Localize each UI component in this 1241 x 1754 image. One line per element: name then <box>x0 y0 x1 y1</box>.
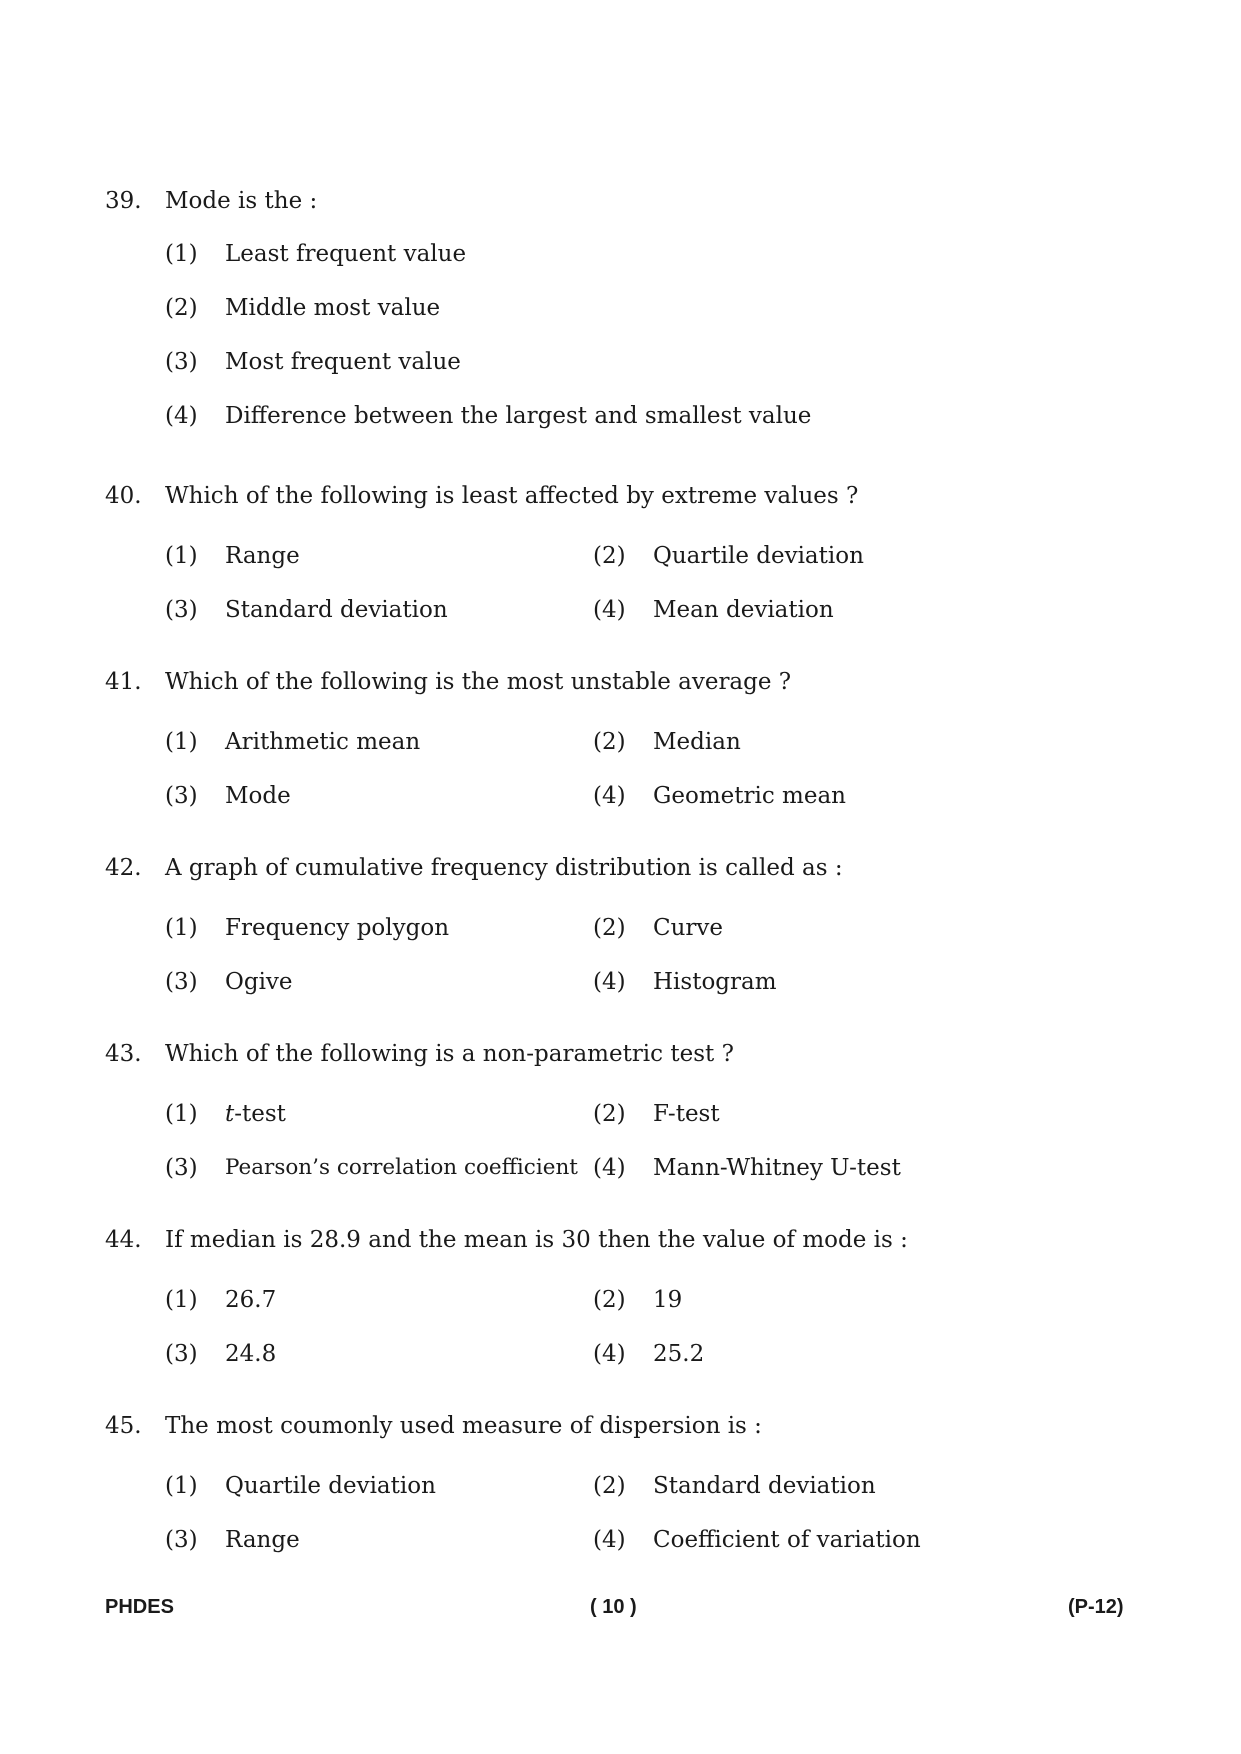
option-label: (3) <box>165 597 198 623</box>
question-stem <box>105 850 1135 886</box>
page-footer <box>0 1592 1241 1622</box>
option-text: Middle most value <box>225 295 441 321</box>
option-text: Frequency polygon <box>225 915 450 941</box>
question-44 <box>105 1222 1135 1367</box>
option-text: Pearson’s correlation coefficient <box>225 1155 578 1180</box>
option-label: (3) <box>165 969 198 995</box>
footer-set-code: (P-12) <box>1068 1596 1124 1618</box>
question-text: A graph of cumulative frequency distribution is called as : <box>165 855 843 881</box>
option-italic-prefix: t <box>225 1101 235 1127</box>
question-stem <box>105 1036 1135 1072</box>
option-text: 25.2 <box>653 1341 705 1367</box>
question-number: 43. <box>105 1041 142 1067</box>
option-label: (2) <box>593 1287 626 1313</box>
question-text: Which of the following is the most unstable average ? <box>165 669 792 695</box>
option-text-rest: -test <box>234 1101 286 1127</box>
option-text: Curve <box>653 915 724 941</box>
question-stem <box>105 664 1135 700</box>
option-label: (2) <box>593 543 626 569</box>
question-number: 44. <box>105 1227 142 1253</box>
question-number: 39. <box>105 188 142 214</box>
option-label: (3) <box>165 1155 198 1181</box>
option-text: Coefficient of variation <box>653 1527 921 1553</box>
option-text: Range <box>225 543 300 569</box>
question-text: Which of the following is a non-parametric test ? <box>165 1041 734 1067</box>
option-text: Arithmetic mean <box>225 729 421 755</box>
footer-paper-code: PHDES <box>105 1596 174 1618</box>
option-text: Mann-Whitney U-test <box>653 1155 901 1181</box>
option-text: Standard deviation <box>653 1473 876 1499</box>
option-text: Median <box>653 729 741 755</box>
option-text: Mean deviation <box>653 597 834 623</box>
option-label: (4) <box>593 1155 626 1181</box>
option-label: (2) <box>593 915 626 941</box>
question-text: If median is 28.9 and the mean is 30 then the value of mode is : <box>165 1227 908 1253</box>
question-41 <box>105 664 1135 809</box>
footer-page-number: ( 10 ) <box>590 1596 637 1618</box>
option-label: (1) <box>165 1101 198 1127</box>
question-stem <box>105 1222 1135 1258</box>
option-label: (3) <box>165 349 198 375</box>
question-stem <box>105 183 1135 219</box>
question-43 <box>105 1036 1135 1181</box>
question-text: Mode is the : <box>165 188 318 214</box>
option-label: (1) <box>165 1473 198 1499</box>
option-text: Standard deviation <box>225 597 448 623</box>
question-number: 42. <box>105 855 142 881</box>
option-label: (1) <box>165 543 198 569</box>
question-number: 41. <box>105 669 142 695</box>
option-text: Quartile deviation <box>653 543 864 569</box>
option-label: (4) <box>593 1341 626 1367</box>
question-40 <box>105 478 1135 623</box>
option-label: (4) <box>593 969 626 995</box>
option-text <box>225 1096 286 1132</box>
option-label: (3) <box>165 1527 198 1553</box>
question-stem <box>105 478 1135 514</box>
question-text: Which of the following is least affected by extreme values ? <box>165 483 859 509</box>
option-label: (1) <box>165 1287 198 1313</box>
option-label: (2) <box>593 729 626 755</box>
option-text: Geometric mean <box>653 783 846 809</box>
question-text: The most coumonly used measure of dispersion is : <box>165 1413 762 1439</box>
option-text: Range <box>225 1527 300 1553</box>
option-text: 19 <box>653 1287 683 1313</box>
option-label: (4) <box>165 403 198 429</box>
question-45 <box>105 1408 1135 1553</box>
option-label: (2) <box>593 1101 626 1127</box>
option-label: (1) <box>165 729 198 755</box>
option-label: (2) <box>593 1473 626 1499</box>
option-label: (1) <box>165 915 198 941</box>
question-number: 40. <box>105 483 142 509</box>
question-39 <box>105 183 1135 429</box>
option-text: Least frequent value <box>225 241 467 267</box>
option-text: 24.8 <box>225 1341 277 1367</box>
option-text: F-test <box>653 1101 720 1127</box>
option-text: 26.7 <box>225 1287 277 1313</box>
option-label: (3) <box>165 783 198 809</box>
option-label: (4) <box>593 597 626 623</box>
option-text: Quartile deviation <box>225 1473 436 1499</box>
option-label: (1) <box>165 241 198 267</box>
option-label: (4) <box>593 1527 626 1553</box>
option-label: (4) <box>593 783 626 809</box>
option-text: Mode <box>225 783 291 809</box>
option-text: Most frequent value <box>225 349 461 375</box>
option-text: Difference between the largest and smallest value <box>225 403 812 429</box>
option-text: Ogive <box>225 969 293 995</box>
question-42 <box>105 850 1135 995</box>
question-stem <box>105 1408 1135 1444</box>
question-number: 45. <box>105 1413 142 1439</box>
option-label: (3) <box>165 1341 198 1367</box>
option-text: Histogram <box>653 969 777 995</box>
option-label: (2) <box>165 295 198 321</box>
